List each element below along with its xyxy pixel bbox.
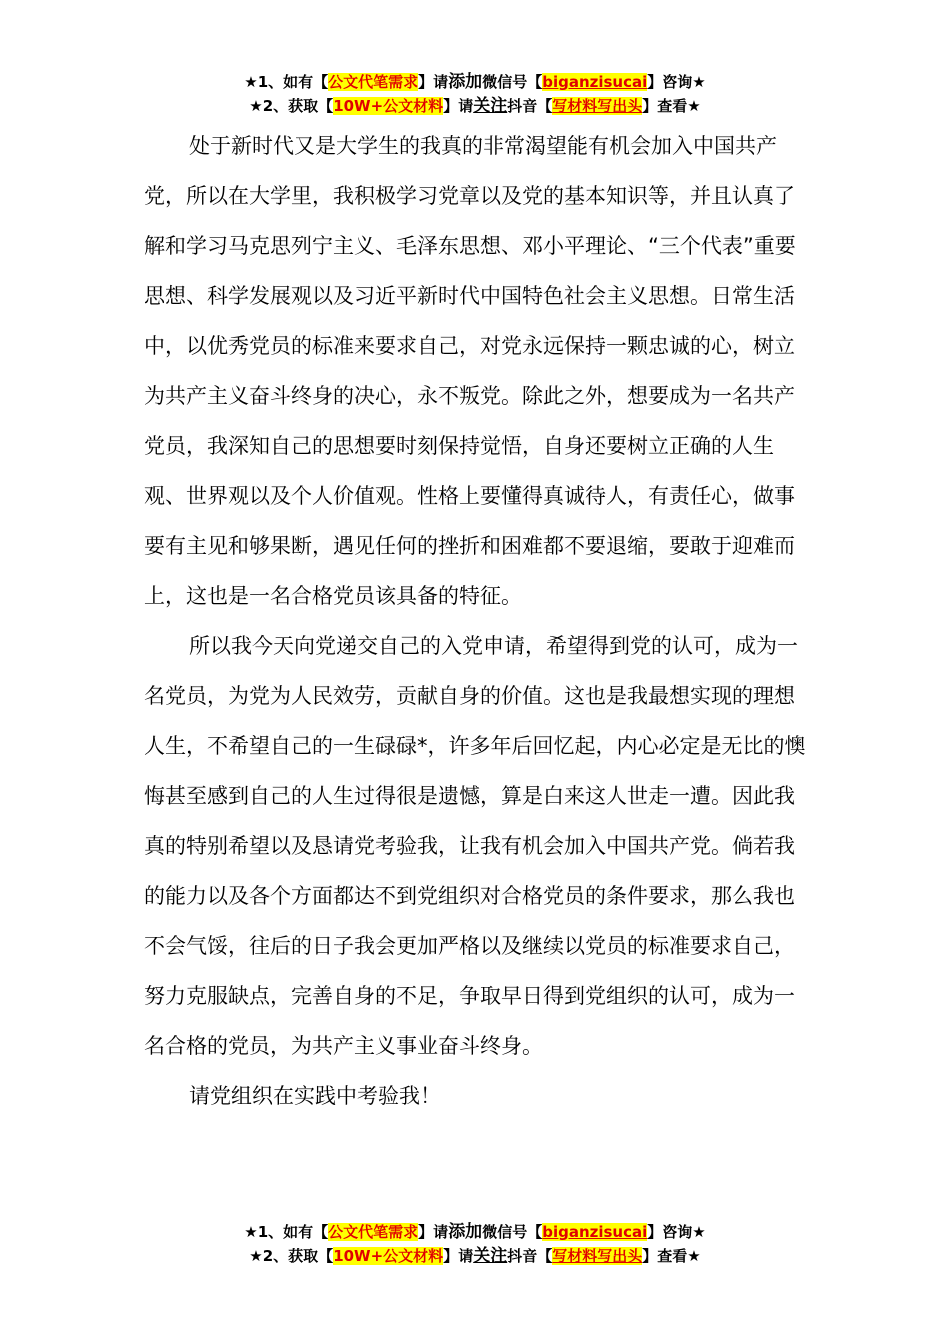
ad-footer-bottom bbox=[0, 1220, 950, 1268]
ad-emphasis-follow: 关注 bbox=[473, 1246, 508, 1266]
ad-highlight-materials: 10W+公文材料 bbox=[333, 97, 444, 115]
ad-text: ★1、如有【 bbox=[244, 1223, 329, 1241]
ad-text: 】请 bbox=[443, 1247, 474, 1265]
ad-text: ★1、如有【 bbox=[244, 73, 329, 91]
ad-highlight-materials: 10W+公文材料 bbox=[333, 1247, 444, 1265]
ad-header-top bbox=[0, 70, 950, 118]
ad-douyin-account: 写材料写出头 bbox=[552, 1247, 643, 1265]
document-body bbox=[144, 121, 806, 1121]
ad-emphasis-follow: 关注 bbox=[473, 96, 508, 116]
body-paragraph-1: 处于新时代又是大学生的我真的非常渴望能有机会加入中国共产党，所以在大学里，我积极学习党章以及党的基本知识等，并且认真了解和学习马克思列宁主义、毛泽东思想、邓小平理论、“三个代表”重要思想、科学发展观以及习近平新时代中国特色社会主义思想。日常生活中，以优秀党员的标准来要求自己，对党永远保持一颗忠诚的心，树立为共产主义奋斗终身的决心，永不叛党。除此之外，想要成为一名共产党员，我深知自己的思想要时刻保持觉悟，自身还要树立正确的人生观、世界观以及个人价值观。性格上要懂得真诚待人，有责任心，做事要有主见和够果断，遇见任何的挫折和困难都不要退缩，要敢于迎难而上，这也是一名合格党员该具备的特征。 bbox=[144, 134, 796, 608]
ad-line-1 bbox=[0, 70, 950, 94]
ad-text: ★2、获取【 bbox=[249, 97, 334, 115]
ad-wechat-id: biganzisucai bbox=[542, 73, 648, 91]
ad-text: ★2、获取【 bbox=[249, 1247, 334, 1265]
ad-text: 】请 bbox=[418, 1223, 449, 1241]
body-paragraph-closing: 请党组织在实践中考验我！ bbox=[189, 1084, 441, 1108]
ad-line-1 bbox=[0, 1220, 950, 1244]
ad-text: 抖音【 bbox=[507, 1247, 553, 1265]
ad-text: 】查看★ bbox=[642, 97, 701, 115]
ad-highlight-service: 公文代笔需求 bbox=[328, 73, 419, 91]
ad-text: 】请 bbox=[443, 97, 474, 115]
ad-wechat-id: biganzisucai bbox=[542, 1223, 648, 1241]
ad-line-2 bbox=[0, 1244, 950, 1268]
ad-text: 微信号【 bbox=[482, 73, 543, 91]
ad-text: 抖音【 bbox=[507, 97, 553, 115]
ad-text: 】查看★ bbox=[642, 1247, 701, 1265]
body-paragraph-2: 所以我今天向党递交自己的入党申请，希望得到党的认可，成为一名党员，为党为人民效劳，贡献自身的价值。这也是我最想实现的理想人生，不希望自己的一生碌碌*，许多年后回忆起，内心必定是无比的懊悔甚至感到自己的人生过得很是遗憾，算是白来这人世走一遭。因此我真的特别希望以及恳请党考验我，让我有机会加入中国共产党。倘若我的能力以及各个方面都达不到党组织对合格党员的条件要求，那么我也不会气馁，往后的日子我会更加严格以及继续以党员的标准要求自己，努力克服缺点，完善自身的不足，争取早日得到党组织的认可，成为一名合格的党员，为共产主义事业奋斗终身。 bbox=[144, 634, 806, 1058]
ad-emphasis-add: 添加 bbox=[448, 1222, 483, 1242]
ad-line-2 bbox=[0, 94, 950, 118]
ad-highlight-service: 公文代笔需求 bbox=[328, 1223, 419, 1241]
ad-text: 】咨询★ bbox=[647, 73, 706, 91]
ad-text: 】请 bbox=[418, 73, 449, 91]
ad-text: 】咨询★ bbox=[647, 1223, 706, 1241]
ad-text: 微信号【 bbox=[482, 1223, 543, 1241]
ad-emphasis-add: 添加 bbox=[448, 72, 483, 92]
ad-douyin-account: 写材料写出头 bbox=[552, 97, 643, 115]
